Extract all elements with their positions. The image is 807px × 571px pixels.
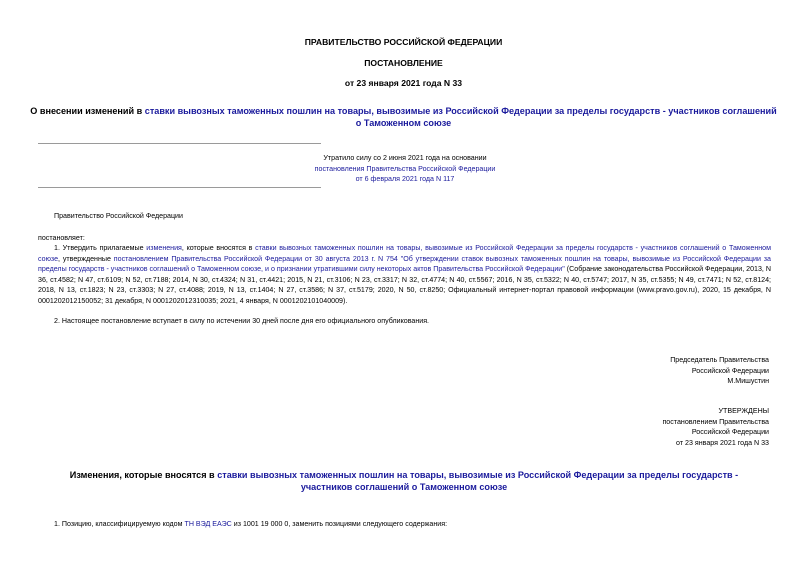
document-date-number: от 23 января 2021 года N 33 — [344, 78, 463, 88]
repeal-act-date-link[interactable]: от 6 февраля 2021 года N 117 — [355, 175, 455, 184]
status-block — [230, 153, 580, 185]
changes-link[interactable]: изменения — [146, 244, 182, 252]
p1-text-b: , которые вносятся в — [181, 244, 256, 252]
signature-block — [469, 355, 769, 387]
item-1 — [54, 519, 769, 530]
government-heading: ПРАВИТЕЛЬСТВО РОССИЙСКОЙ ФЕДЕРАЦИИ — [304, 37, 503, 47]
p1-text-a: 1. Утвердить прилагаемые — [54, 244, 147, 252]
approval-block — [469, 406, 769, 448]
changes-title-link[interactable]: ставки вывозных таможенных пошлин на товары, вывозимые из Российской Федерации за пределы государств - участников соглашений о Таможенном союзе — [217, 470, 739, 492]
tnved-link[interactable]: ТН ВЭД ЕАЭС — [184, 520, 232, 528]
document-title — [30, 105, 777, 129]
approval-line-3: Российской Федерации — [691, 428, 769, 437]
status-divider-top — [38, 143, 321, 144]
tariff-rates-link[interactable]: ставки вывозных таможенных пошлин на товары, вывозимые из Российской Федерации за пределы государств - участников соглашений о Таможенном союзе — [38, 244, 771, 263]
paragraph-1 — [38, 243, 771, 307]
paragraph-2: 2. Настоящее постановление вступает в силу по истечении 30 дней после дня его официального опубликования. — [54, 317, 430, 325]
item1-text-a: 1. Позицию, классифицируемую кодом — [54, 520, 185, 528]
issuer-line: Правительство Российской Федерации — [54, 212, 183, 220]
approval-heading: УТВЕРЖДЕНЫ — [718, 407, 769, 415]
signature-position: Председатель Правительства — [670, 356, 769, 364]
changes-title — [48, 469, 760, 493]
approval-line-2: постановлением Правительства — [662, 417, 769, 426]
approval-date: от 23 января 2021 года N 33 — [676, 438, 769, 447]
signature-name: М.Мишустин — [727, 377, 769, 386]
item1-text-b: из 1001 19 000 0, заменить позициями следующего содержания: — [231, 520, 448, 528]
status-line: Утратило силу со 2 июня 2021 года на основании — [323, 154, 487, 162]
signature-country: Российской Федерации — [691, 366, 769, 375]
p1-text-d: (Собрание законодательства Российской Федерации, 2013, N 36, ст.4582; N 47, ст.6109; N 52, ст.7188; 2014, N 30, ст.4324; N 31, ст.4421; 2015, N 21, ст.3106; N 23, ст.3317; N 32, ст.4774; N 40, ст.5567; 2016, N 35, ст.5322; N 40, ст.5747; 2017, N 35, ст.5355; N 49, ст.7471; N 52, ст.8124; 2018, N 13, ст.1823; N 23, ст.3303; N 27, ст.4088; 2019, N 13, ст.1404; N 27, ст.3586; N 37, ст.5179; 2020, N 50, ст.8250; Официальный интернет-портал правовой информации (www.pravo.gov.ru), 2020, 15 декабря, N 0001202012150052; 31 декабря, N 0001202012310035; 2021, 4 января, N 0001202101040009). — [38, 265, 772, 305]
status-divider-bottom — [38, 187, 321, 188]
changes-title-prefix: Изменения, которые вносятся в — [69, 470, 218, 480]
p1-text-c: , утвержденные — [58, 254, 114, 263]
resolves-line: постановляет: — [38, 234, 85, 242]
title-tariff-link[interactable]: ставки вывозных таможенных пошлин на товары, вывозимые из Российской Федерации за пределы государств - участников соглашений о Таможенном союзе — [144, 106, 777, 128]
document-type: ПОСТАНОВЛЕНИЕ — [364, 58, 443, 68]
repeal-act-link[interactable]: постановления Правительства Российской Федерации — [314, 164, 496, 173]
title-prefix: О внесении изменений в — [30, 106, 145, 116]
resolution-754-link[interactable]: постановлением Правительства Российской Федерации от 30 августа 2013 г. N 754 "Об утверждении ставок вывозных таможенных пошлин на товары, вывозимые из Российской Федерации за пределы государств - участников соглашений о Таможенном союзе, и о признании утратившими силу некоторых актов Правительства Российской Федерации" — [38, 254, 771, 274]
